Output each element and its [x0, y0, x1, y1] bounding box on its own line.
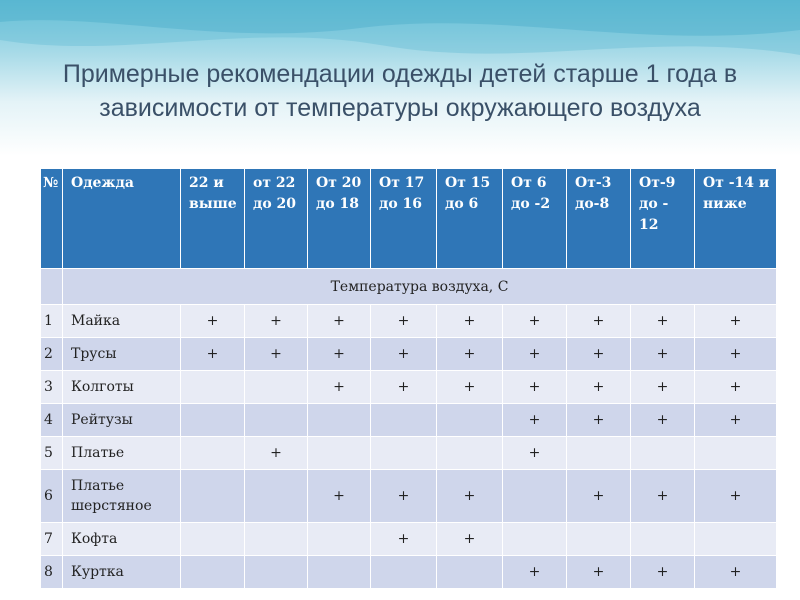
- row-mark-cell: +: [695, 404, 777, 437]
- row-mark-cell: [245, 371, 308, 404]
- row-mark-cell: +: [695, 371, 777, 404]
- row-num: 6: [41, 470, 63, 523]
- row-mark-cell: +: [371, 470, 437, 523]
- row-clothing-name: Майка: [63, 305, 181, 338]
- row-mark-cell: [245, 470, 308, 523]
- row-mark-cell: [245, 523, 308, 556]
- row-mark-cell: +: [631, 338, 695, 371]
- row-clothing-name: Платье: [63, 437, 181, 470]
- table-row: [41, 470, 777, 523]
- row-mark-cell: [181, 523, 245, 556]
- row-mark-cell: [371, 404, 437, 437]
- row-mark-cell: +: [631, 371, 695, 404]
- table-row: [41, 556, 777, 589]
- row-mark-cell: [181, 556, 245, 589]
- row-mark-cell: +: [245, 437, 308, 470]
- row-mark-cell: +: [371, 523, 437, 556]
- row-mark-cell: +: [567, 371, 631, 404]
- row-mark-cell: +: [503, 556, 567, 589]
- row-mark-cell: [371, 437, 437, 470]
- header-temp-col: От-3 до-8: [567, 169, 631, 269]
- row-mark-cell: +: [245, 305, 308, 338]
- row-mark-cell: +: [371, 305, 437, 338]
- row-mark-cell: [308, 437, 371, 470]
- row-mark-cell: +: [437, 371, 503, 404]
- row-mark-cell: +: [181, 305, 245, 338]
- row-mark-cell: +: [371, 371, 437, 404]
- row-mark-cell: [181, 470, 245, 523]
- row-mark-cell: [181, 404, 245, 437]
- row-mark-cell: [181, 371, 245, 404]
- table-row: [41, 305, 777, 338]
- table-header-row: [41, 169, 777, 269]
- row-mark-cell: [181, 437, 245, 470]
- row-mark-cell: +: [308, 371, 371, 404]
- header-temp-col: От 15 до 6: [437, 169, 503, 269]
- row-mark-cell: [567, 437, 631, 470]
- row-mark-cell: [437, 404, 503, 437]
- row-mark-cell: [695, 437, 777, 470]
- row-mark-cell: +: [695, 470, 777, 523]
- row-mark-cell: +: [437, 305, 503, 338]
- row-clothing-name: Колготы: [63, 371, 181, 404]
- row-num: 3: [41, 371, 63, 404]
- row-clothing-name: Трусы: [63, 338, 181, 371]
- row-mark-cell: +: [695, 305, 777, 338]
- row-mark-cell: [631, 523, 695, 556]
- row-num: 8: [41, 556, 63, 589]
- row-mark-cell: [437, 437, 503, 470]
- row-mark-cell: [503, 523, 567, 556]
- row-num: 5: [41, 437, 63, 470]
- subheader-label: Температура воздуха, С: [63, 269, 777, 305]
- row-mark-cell: +: [695, 556, 777, 589]
- row-mark-cell: [245, 556, 308, 589]
- row-mark-cell: [503, 470, 567, 523]
- row-clothing-name: Кофта: [63, 523, 181, 556]
- row-num: 4: [41, 404, 63, 437]
- row-mark-cell: +: [631, 404, 695, 437]
- row-mark-cell: +: [308, 305, 371, 338]
- subheader-num-cell: [41, 269, 63, 305]
- row-mark-cell: +: [437, 338, 503, 371]
- row-num: 1: [41, 305, 63, 338]
- row-clothing-name: Куртка: [63, 556, 181, 589]
- row-mark-cell: [371, 556, 437, 589]
- row-mark-cell: [437, 556, 503, 589]
- row-mark-cell: +: [503, 371, 567, 404]
- row-mark-cell: +: [181, 338, 245, 371]
- row-mark-cell: +: [308, 338, 371, 371]
- row-mark-cell: [695, 523, 777, 556]
- table-row: [41, 338, 777, 371]
- row-mark-cell: +: [437, 523, 503, 556]
- row-mark-cell: +: [567, 305, 631, 338]
- table-row: [41, 523, 777, 556]
- row-mark-cell: +: [567, 470, 631, 523]
- header-num: №: [41, 169, 63, 269]
- row-mark-cell: +: [245, 338, 308, 371]
- row-mark-cell: +: [503, 404, 567, 437]
- row-mark-cell: +: [695, 338, 777, 371]
- row-num: 7: [41, 523, 63, 556]
- row-mark-cell: [245, 404, 308, 437]
- row-mark-cell: +: [308, 470, 371, 523]
- header-temp-col: От 20 до 18: [308, 169, 371, 269]
- row-clothing-name: Рейтузы: [63, 404, 181, 437]
- row-mark-cell: +: [567, 556, 631, 589]
- header-temp-col: От 6 до -2: [503, 169, 567, 269]
- row-mark-cell: +: [503, 437, 567, 470]
- header-temp-col: От -14 и ниже: [695, 169, 777, 269]
- row-mark-cell: +: [437, 470, 503, 523]
- table-row: [41, 437, 777, 470]
- page-title: Примерные рекомендации одежды детей старше 1 года в зависимости от температуры окружающего воздуха: [62, 60, 738, 122]
- table-row: [41, 404, 777, 437]
- row-mark-cell: +: [371, 338, 437, 371]
- clothing-table: [40, 168, 777, 589]
- row-num: 2: [41, 338, 63, 371]
- header-temp-col: От-9 до - 12: [631, 169, 695, 269]
- row-mark-cell: +: [631, 305, 695, 338]
- row-mark-cell: +: [631, 470, 695, 523]
- header-temp-col: От 17 до 16: [371, 169, 437, 269]
- row-clothing-name: Платье шерстяное: [63, 470, 181, 523]
- row-mark-cell: [567, 523, 631, 556]
- row-mark-cell: [308, 523, 371, 556]
- row-mark-cell: +: [631, 556, 695, 589]
- table-subheader-row: [41, 269, 777, 305]
- header-temp-col: от 22 до 20: [245, 169, 308, 269]
- row-mark-cell: +: [503, 305, 567, 338]
- row-mark-cell: +: [567, 404, 631, 437]
- row-mark-cell: [631, 437, 695, 470]
- table-row: [41, 371, 777, 404]
- row-mark-cell: +: [503, 338, 567, 371]
- header-temp-col: 22 и выше: [181, 169, 245, 269]
- row-mark-cell: +: [567, 338, 631, 371]
- row-mark-cell: [308, 556, 371, 589]
- row-mark-cell: [308, 404, 371, 437]
- header-clothing: Одежда: [63, 169, 181, 269]
